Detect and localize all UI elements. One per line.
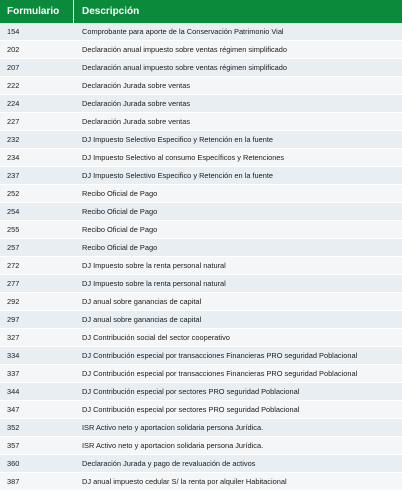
cell-descripcion: ISR Activo neto y aportacion solidaria persona Jurídica. bbox=[82, 423, 264, 432]
table-row bbox=[0, 185, 402, 203]
table-row bbox=[0, 257, 402, 275]
table-row bbox=[0, 419, 402, 437]
cell-formulario: 237 bbox=[7, 171, 20, 180]
cell-formulario: 252 bbox=[7, 189, 20, 198]
header-formulario: Formulario bbox=[0, 0, 74, 23]
cell-descripcion: DJ anual sobre ganancias de capital bbox=[82, 297, 202, 306]
table-row bbox=[0, 365, 402, 383]
cell-descripcion: Comprobante para aporte de la Conservación Patrimonio Vial bbox=[82, 27, 284, 36]
table-header bbox=[0, 0, 402, 23]
cell-descripcion: Recibo Oficial de Pago bbox=[82, 225, 158, 234]
cell-descripcion: DJ Impuesto Selectivo Especifico y Retención en la fuente bbox=[82, 171, 274, 180]
table-row bbox=[0, 167, 402, 185]
cell-descripcion: Declaración anual impuesto sobre ventas régimen simplificado bbox=[82, 63, 287, 72]
table-row bbox=[0, 203, 402, 221]
cell-descripcion: Declaración anual impuesto sobre ventas régimen simplificado bbox=[82, 45, 287, 54]
cell-formulario: 272 bbox=[7, 261, 20, 270]
cell-formulario: 347 bbox=[7, 405, 20, 414]
table-row bbox=[0, 329, 402, 347]
cell-formulario: 297 bbox=[7, 315, 20, 324]
cell-formulario: 357 bbox=[7, 441, 20, 450]
table-body bbox=[0, 23, 402, 491]
cell-formulario: 344 bbox=[7, 387, 20, 396]
table-row bbox=[0, 275, 402, 293]
cell-formulario: 387 bbox=[7, 477, 20, 486]
table-row bbox=[0, 113, 402, 131]
table-row bbox=[0, 293, 402, 311]
cell-formulario: 222 bbox=[7, 81, 20, 90]
cell-descripcion: DJ anual impuesto cedular S/ la renta por alquiler Habitacional bbox=[82, 477, 287, 486]
cell-formulario: 334 bbox=[7, 351, 20, 360]
cell-descripcion: Declaración Jurada sobre ventas bbox=[82, 117, 191, 126]
table-row bbox=[0, 221, 402, 239]
table-row bbox=[0, 437, 402, 455]
cell-formulario: 232 bbox=[7, 135, 20, 144]
cell-descripcion: DJ anual sobre ganancias de capital bbox=[82, 315, 202, 324]
table-row bbox=[0, 59, 402, 77]
table-row bbox=[0, 473, 402, 491]
table-row bbox=[0, 455, 402, 473]
table-row bbox=[0, 401, 402, 419]
cell-formulario: 154 bbox=[7, 27, 20, 36]
table-row bbox=[0, 77, 402, 95]
cell-formulario: 337 bbox=[7, 369, 20, 378]
table-row bbox=[0, 41, 402, 59]
cell-descripcion: Declaración Jurada sobre ventas bbox=[82, 81, 191, 90]
cell-descripcion: DJ Contribución especial por sectores PRO seguridad Poblacional bbox=[82, 387, 300, 396]
cell-descripcion: DJ Contribución especial por transacciones Financieras PRO seguridad Poblacional bbox=[82, 351, 358, 360]
cell-formulario: 352 bbox=[7, 423, 20, 432]
table-row bbox=[0, 95, 402, 113]
cell-formulario: 255 bbox=[7, 225, 20, 234]
table-row bbox=[0, 149, 402, 167]
cell-descripcion: DJ Impuesto Selectivo Especifico y Retención en la fuente bbox=[82, 135, 274, 144]
header-descripcion: Descripción bbox=[82, 6, 140, 17]
cell-formulario: 277 bbox=[7, 279, 20, 288]
table-row bbox=[0, 347, 402, 365]
cell-descripcion: DJ Contribución especial por transacciones Financieras PRO seguridad Poblacional bbox=[82, 369, 358, 378]
cell-formulario: 207 bbox=[7, 63, 20, 72]
table-row bbox=[0, 383, 402, 401]
cell-descripcion: ISR Activo neto y aportacion solidaria persona Jurídica. bbox=[82, 441, 264, 450]
cell-descripcion: Recibo Oficial de Pago bbox=[82, 189, 158, 198]
cell-formulario: 254 bbox=[7, 207, 20, 216]
cell-descripcion: DJ Impuesto sobre la renta personal natural bbox=[82, 279, 226, 288]
cell-descripcion: Recibo Oficial de Pago bbox=[82, 207, 158, 216]
table-row bbox=[0, 311, 402, 329]
cell-descripcion: Recibo Oficial de Pago bbox=[82, 243, 158, 252]
table-row bbox=[0, 239, 402, 257]
cell-descripcion: DJ Impuesto sobre la renta personal natural bbox=[82, 261, 226, 270]
cell-formulario: 227 bbox=[7, 117, 20, 126]
cell-descripcion: DJ Contribución social del sector cooperativo bbox=[82, 333, 230, 342]
cell-descripcion: Declaración Jurada sobre ventas bbox=[82, 99, 191, 108]
cell-formulario: 224 bbox=[7, 99, 20, 108]
cell-formulario: 202 bbox=[7, 45, 20, 54]
cell-descripcion: DJ Impuesto Selectivo al consumo Específicos y Retenciones bbox=[82, 153, 285, 162]
cell-formulario: 360 bbox=[7, 459, 20, 468]
table-row bbox=[0, 23, 402, 41]
cell-formulario: 292 bbox=[7, 297, 20, 306]
table-row bbox=[0, 131, 402, 149]
cell-formulario: 234 bbox=[7, 153, 20, 162]
cell-formulario: 257 bbox=[7, 243, 20, 252]
cell-descripcion: Declaración Jurada y pago de revaluación de activos bbox=[82, 459, 256, 468]
cell-formulario: 327 bbox=[7, 333, 20, 342]
cell-descripcion: DJ Contribución especial por sectores PRO seguridad Poblacional bbox=[82, 405, 300, 414]
